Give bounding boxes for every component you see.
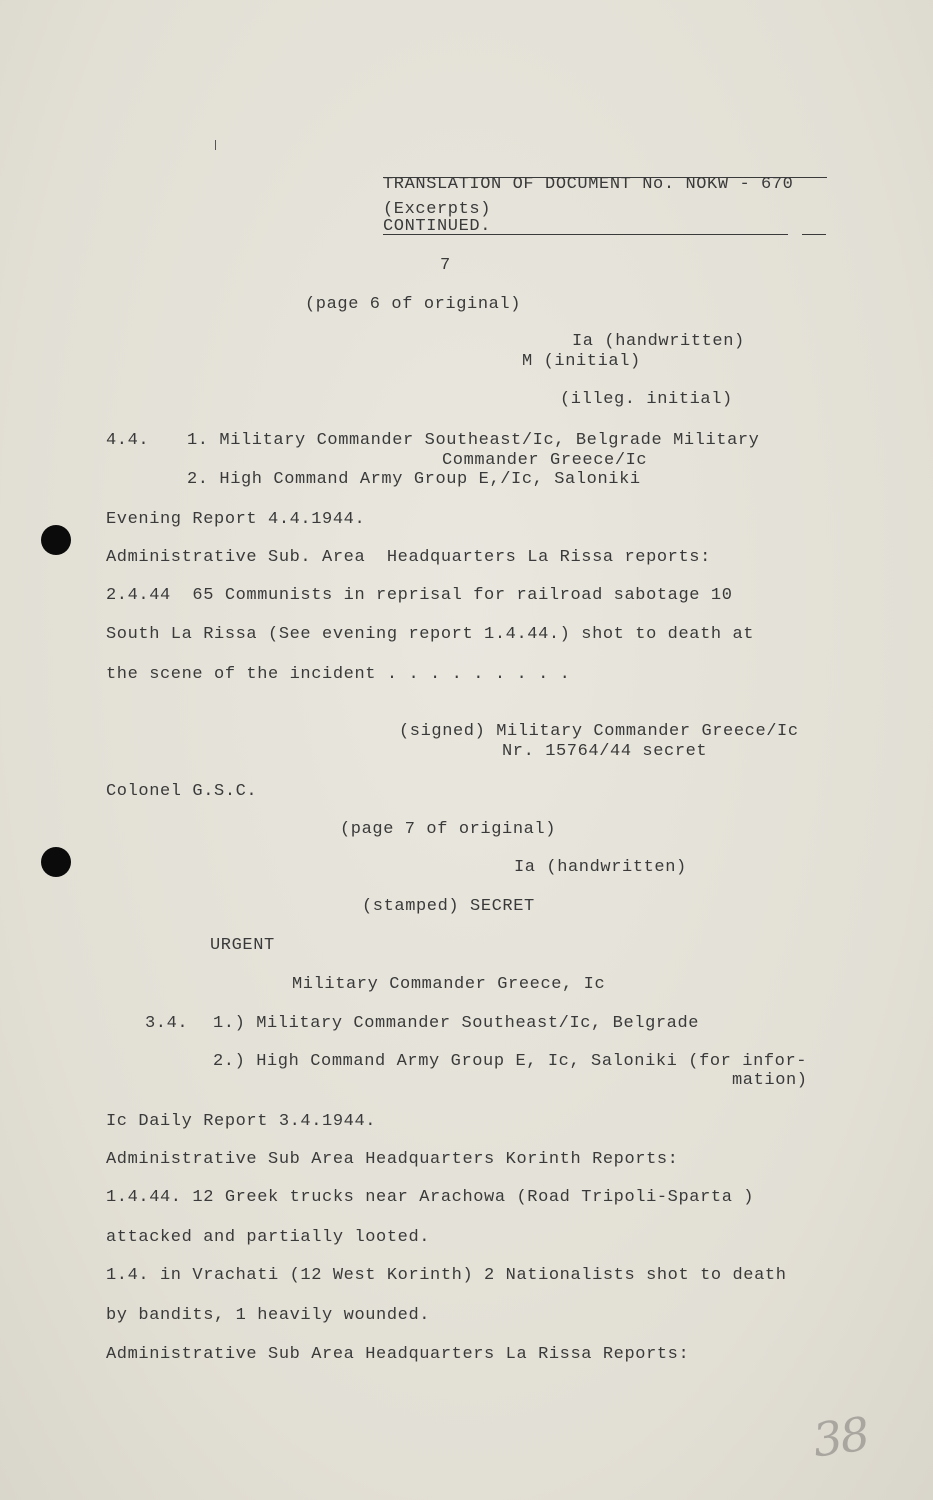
date-3-4: 3.4.	[145, 1014, 189, 1033]
report-body-line-2: South La Rissa (See evening report 1.4.44.) shot to death at	[106, 625, 755, 644]
report-body-line-1: 2.4.44 65 Communists in reprisal for railroad sabotage 10	[106, 586, 733, 605]
admin-hq-larissa-reports-2: Administrative Sub Area Headquarters La Rissa Reports:	[106, 1345, 690, 1364]
signature-line: (signed) Military Commander Greece/Ic	[399, 722, 799, 741]
header-rule-tail	[802, 234, 826, 235]
addressee-2b: 2.) High Command Army Group E, Ic, Saloniki (for infor-	[213, 1052, 808, 1071]
addressee-1: 1. Military Commander Southeast/Ic, Belgrade Military	[187, 431, 760, 450]
illegible-initial-note: (illeg. initial)	[560, 390, 733, 409]
stray-mark	[215, 140, 216, 150]
punch-hole-upper	[41, 525, 71, 555]
page-reference-7: (page 7 of original)	[340, 820, 557, 839]
colonel-gsc: Colonel G.S.C.	[106, 782, 258, 801]
sender-line: Military Commander Greece, Ic	[292, 975, 606, 994]
addressee-1b: 1.) Military Commander Southeast/Ic, Belgrade	[213, 1014, 700, 1033]
date-4-4: 4.4.	[106, 431, 150, 450]
report-body-line-3: the scene of the incident . . . . . . . . .	[106, 665, 571, 684]
korinth-body-line-4: by bandits, 1 heavily wounded.	[106, 1306, 431, 1325]
addressee-2: 2. High Command Army Group E,/Ic, Saloniki	[187, 470, 641, 489]
punch-hole-lower	[41, 847, 71, 877]
ia-handwritten-note-2: Ia (handwritten)	[514, 858, 687, 877]
korinth-body-line-3: 1.4. in Vrachati (12 West Korinth) 2 Nationalists shot to death	[106, 1266, 787, 1285]
reference-number: Nr. 15764/44 secret	[502, 742, 708, 761]
document-title: TRANSLATION OF DOCUMENT No. NOKW - 670	[383, 175, 794, 194]
handwritten-page-mark: 38	[809, 1406, 872, 1468]
admin-hq-larissa-reports: Administrative Sub. Area Headquarters La Rissa reports:	[106, 548, 711, 567]
excerpts-label: (Excerpts)	[383, 200, 492, 219]
evening-report-title: Evening Report 4.4.1944.	[106, 510, 366, 529]
page-number: 7	[440, 256, 451, 275]
continued-label: CONTINUED.	[383, 217, 492, 236]
title-overline	[383, 177, 827, 178]
page-reference-6: (page 6 of original)	[305, 295, 522, 314]
stamped-secret: (stamped) SECRET	[362, 897, 535, 916]
daily-report-title: Ic Daily Report 3.4.1944.	[106, 1112, 377, 1131]
korinth-body-line-2: attacked and partially looted.	[106, 1228, 431, 1247]
urgent-label: URGENT	[210, 936, 275, 955]
addressee-2b-continued: mation)	[732, 1071, 808, 1090]
admin-hq-korinth-reports: Administrative Sub Area Headquarters Korinth Reports:	[106, 1150, 679, 1169]
ia-handwritten-note: Ia (handwritten)	[572, 332, 745, 351]
korinth-body-line-1: 1.4.44. 12 Greek trucks near Arachowa (Road Tripoli-Sparta )	[106, 1188, 755, 1207]
m-initial-note: M (initial)	[522, 352, 641, 371]
header-rule	[383, 234, 788, 235]
addressee-1-continued: Commander Greece/Ic	[442, 451, 648, 470]
